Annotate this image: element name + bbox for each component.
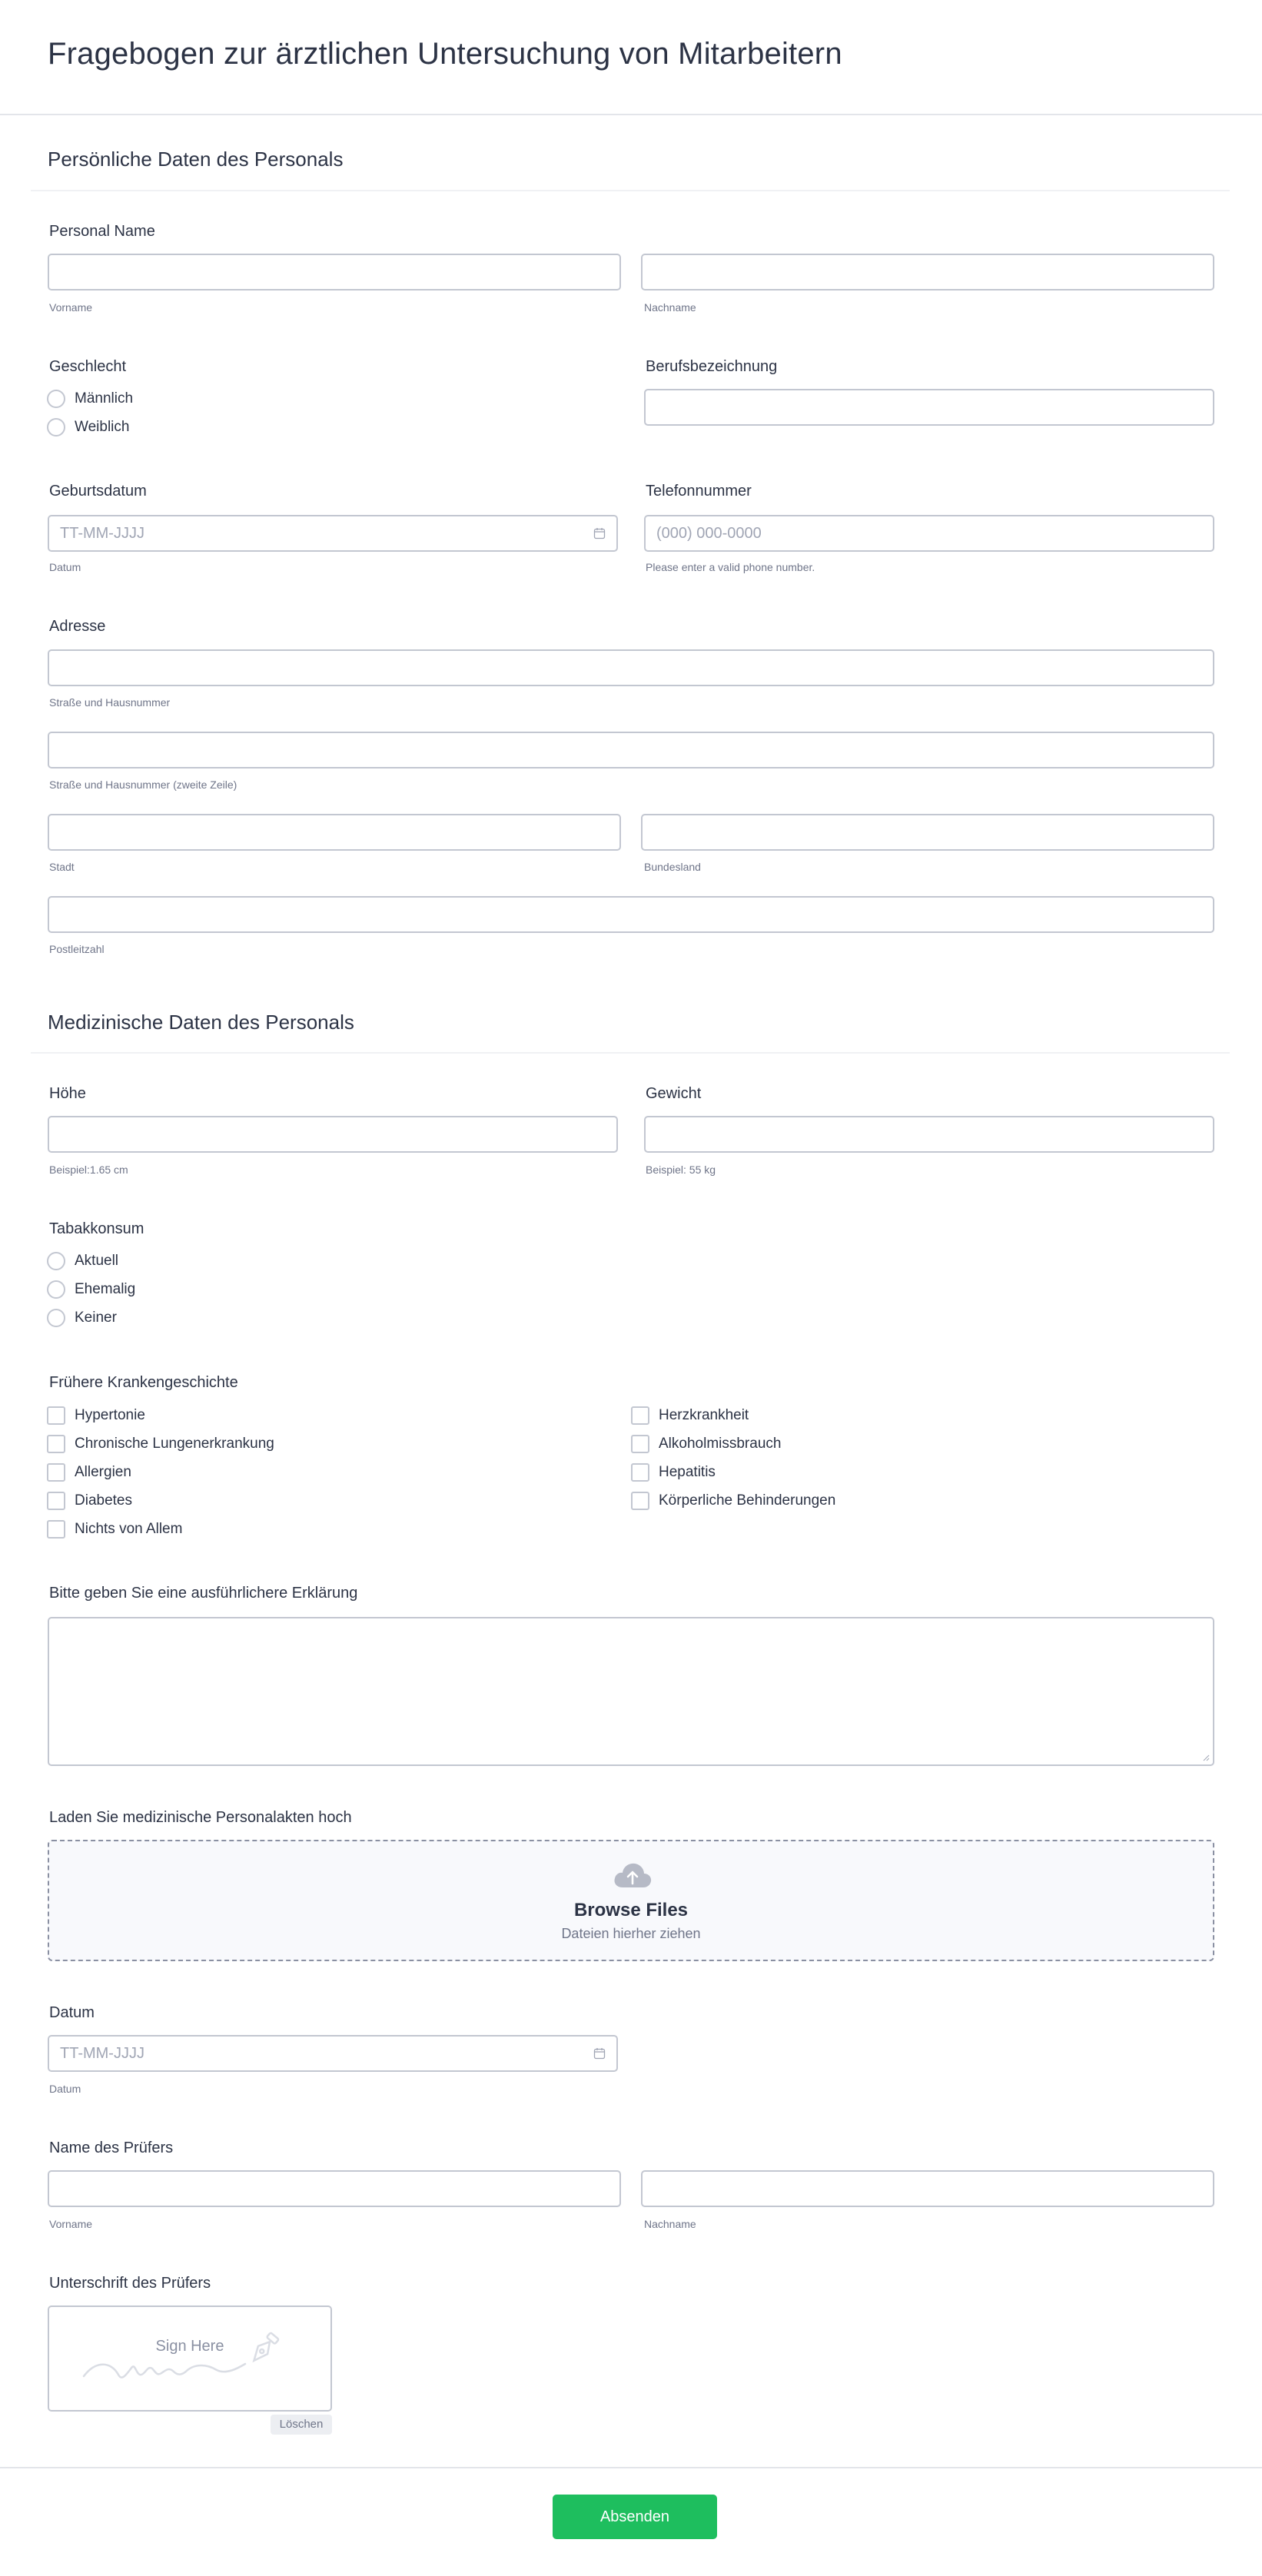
date-sublabel: Datum xyxy=(49,2083,81,2095)
signature-pad[interactable] xyxy=(48,2305,332,2412)
examiner-first-name-input[interactable] xyxy=(48,2170,621,2207)
history-checkbox[interactable] xyxy=(47,1463,65,1482)
state-sublabel: Bundesland xyxy=(644,861,701,873)
height-sublabel: Beispiel:1.65 cm xyxy=(49,1164,128,1176)
section-title-personal: Persönliche Daten des Personals xyxy=(48,148,344,171)
tobacco-option-former: Ehemalig xyxy=(75,1281,136,1297)
gender-radio-male[interactable] xyxy=(47,390,65,408)
history-option-none: Nichts von Allem xyxy=(75,1521,183,1537)
history-label: Frühere Krankengeschichte xyxy=(49,1374,238,1391)
first-name-input[interactable] xyxy=(48,254,621,290)
street1-sublabel: Straße und Hausnummer xyxy=(49,696,171,709)
history-option-heart: Herzkrankheit xyxy=(659,1407,749,1423)
submit-button[interactable]: Absenden xyxy=(553,2495,717,2539)
history-checkbox[interactable] xyxy=(47,1406,65,1425)
state-input[interactable] xyxy=(641,814,1214,851)
history-option-hypertonie: Hypertonie xyxy=(75,1407,145,1423)
tobacco-label: Tabakkonsum xyxy=(49,1220,144,1237)
height-input[interactable] xyxy=(48,1116,618,1153)
section-divider xyxy=(31,1052,1230,1054)
history-option-hepatitis: Hepatitis xyxy=(659,1464,716,1480)
explanation-textarea[interactable] xyxy=(48,1617,1214,1766)
history-option-lung: Chronische Lungenerkrankung xyxy=(75,1436,274,1452)
weight-label: Gewicht xyxy=(646,1085,702,1102)
job-title-label: Berufsbezeichnung xyxy=(646,358,778,375)
examiner-last-name-input[interactable] xyxy=(641,2170,1214,2207)
last-name-sublabel: Nachname xyxy=(644,301,696,314)
street2-sublabel: Straße und Hausnummer (zweite Zeile) xyxy=(49,778,237,791)
examiner-last-sublabel: Nachname xyxy=(644,2218,696,2230)
history-option-disability: Körperliche Behinderungen xyxy=(659,1492,836,1509)
weight-sublabel: Beispiel: 55 kg xyxy=(646,1164,716,1176)
job-title-input[interactable] xyxy=(644,389,1214,426)
history-checkbox[interactable] xyxy=(631,1463,649,1482)
explanation-label: Bitte geben Sie eine ausführlichere Erklärung xyxy=(49,1585,358,1602)
calendar-icon[interactable] xyxy=(593,2047,606,2060)
first-name-sublabel: Vorname xyxy=(49,301,93,314)
date-placeholder: TT-MM-JJJJ xyxy=(60,2045,144,2062)
city-input[interactable] xyxy=(48,814,621,851)
history-checkbox[interactable] xyxy=(631,1492,649,1510)
birthdate-label: Geburtsdatum xyxy=(49,483,147,500)
zip-input[interactable] xyxy=(48,896,1214,933)
clear-signature-button[interactable]: Löschen xyxy=(271,2415,332,2435)
street2-input[interactable] xyxy=(48,732,1214,768)
phone-input[interactable] xyxy=(644,515,1214,552)
examiner-first-sublabel: Vorname xyxy=(49,2218,93,2230)
footer-divider xyxy=(0,2467,1262,2468)
address-label: Adresse xyxy=(49,618,106,635)
date-label: Datum xyxy=(49,2004,95,2021)
gender-option-male: Männlich xyxy=(75,390,134,407)
last-name-input[interactable] xyxy=(641,254,1214,290)
gender-radio-female[interactable] xyxy=(47,418,65,437)
gender-option-female: Weiblich xyxy=(75,419,130,435)
street1-input[interactable] xyxy=(48,649,1214,686)
section-title-medical: Medizinische Daten des Personals xyxy=(48,1011,354,1034)
history-checkbox[interactable] xyxy=(47,1520,65,1539)
city-sublabel: Stadt xyxy=(49,861,75,873)
phone-placeholder: (000) 000-0000 xyxy=(656,525,762,542)
history-option-allergies: Allergien xyxy=(75,1464,131,1480)
tobacco-option-none: Keiner xyxy=(75,1310,117,1326)
signature-placeholder: Sign Here xyxy=(155,2338,224,2355)
history-option-alcohol: Alkoholmissbrauch xyxy=(659,1436,782,1452)
birthdate-placeholder: TT-MM-JJJJ xyxy=(60,525,144,542)
examiner-label: Name des Prüfers xyxy=(49,2139,174,2156)
browse-files-button[interactable]: Browse Files xyxy=(573,1900,689,1920)
resize-handle-icon[interactable] xyxy=(1202,1754,1210,1761)
header-divider xyxy=(0,114,1262,115)
zip-sublabel: Postleitzahl xyxy=(49,943,105,955)
history-option-diabetes: Diabetes xyxy=(75,1492,132,1509)
phone-label: Telefonnummer xyxy=(646,483,752,500)
section-divider xyxy=(31,190,1230,191)
tobacco-radio-current[interactable] xyxy=(47,1252,65,1270)
height-label: Höhe xyxy=(49,1085,86,1102)
birthdate-sublabel: Datum xyxy=(49,561,81,573)
weight-input[interactable] xyxy=(644,1116,1214,1153)
upload-label: Laden Sie medizinische Personalakten hoch xyxy=(49,1809,352,1826)
history-checkbox[interactable] xyxy=(47,1492,65,1510)
history-checkbox[interactable] xyxy=(631,1435,649,1453)
file-upload-dropzone[interactable] xyxy=(48,1840,1214,1961)
tobacco-option-current: Aktuell xyxy=(75,1253,119,1269)
calendar-icon[interactable] xyxy=(593,527,606,539)
phone-sublabel: Please enter a valid phone number. xyxy=(646,561,815,573)
cloud-upload-icon xyxy=(613,1861,652,1889)
tobacco-radio-former[interactable] xyxy=(47,1280,65,1299)
tobacco-radio-none[interactable] xyxy=(47,1309,65,1327)
history-checkbox[interactable] xyxy=(631,1406,649,1425)
personal-name-label: Personal Name xyxy=(49,223,155,240)
gender-label: Geschlecht xyxy=(49,358,127,375)
signature-label: Unterschrift des Prüfers xyxy=(49,2275,211,2292)
birthdate-input[interactable] xyxy=(48,515,618,552)
date-input[interactable] xyxy=(48,2035,618,2072)
history-checkbox[interactable] xyxy=(47,1435,65,1453)
page-title: Fragebogen zur ärztlichen Untersuchung von Mitarbeitern xyxy=(48,37,842,71)
upload-hint: Dateien hierher ziehen xyxy=(561,1926,701,1941)
